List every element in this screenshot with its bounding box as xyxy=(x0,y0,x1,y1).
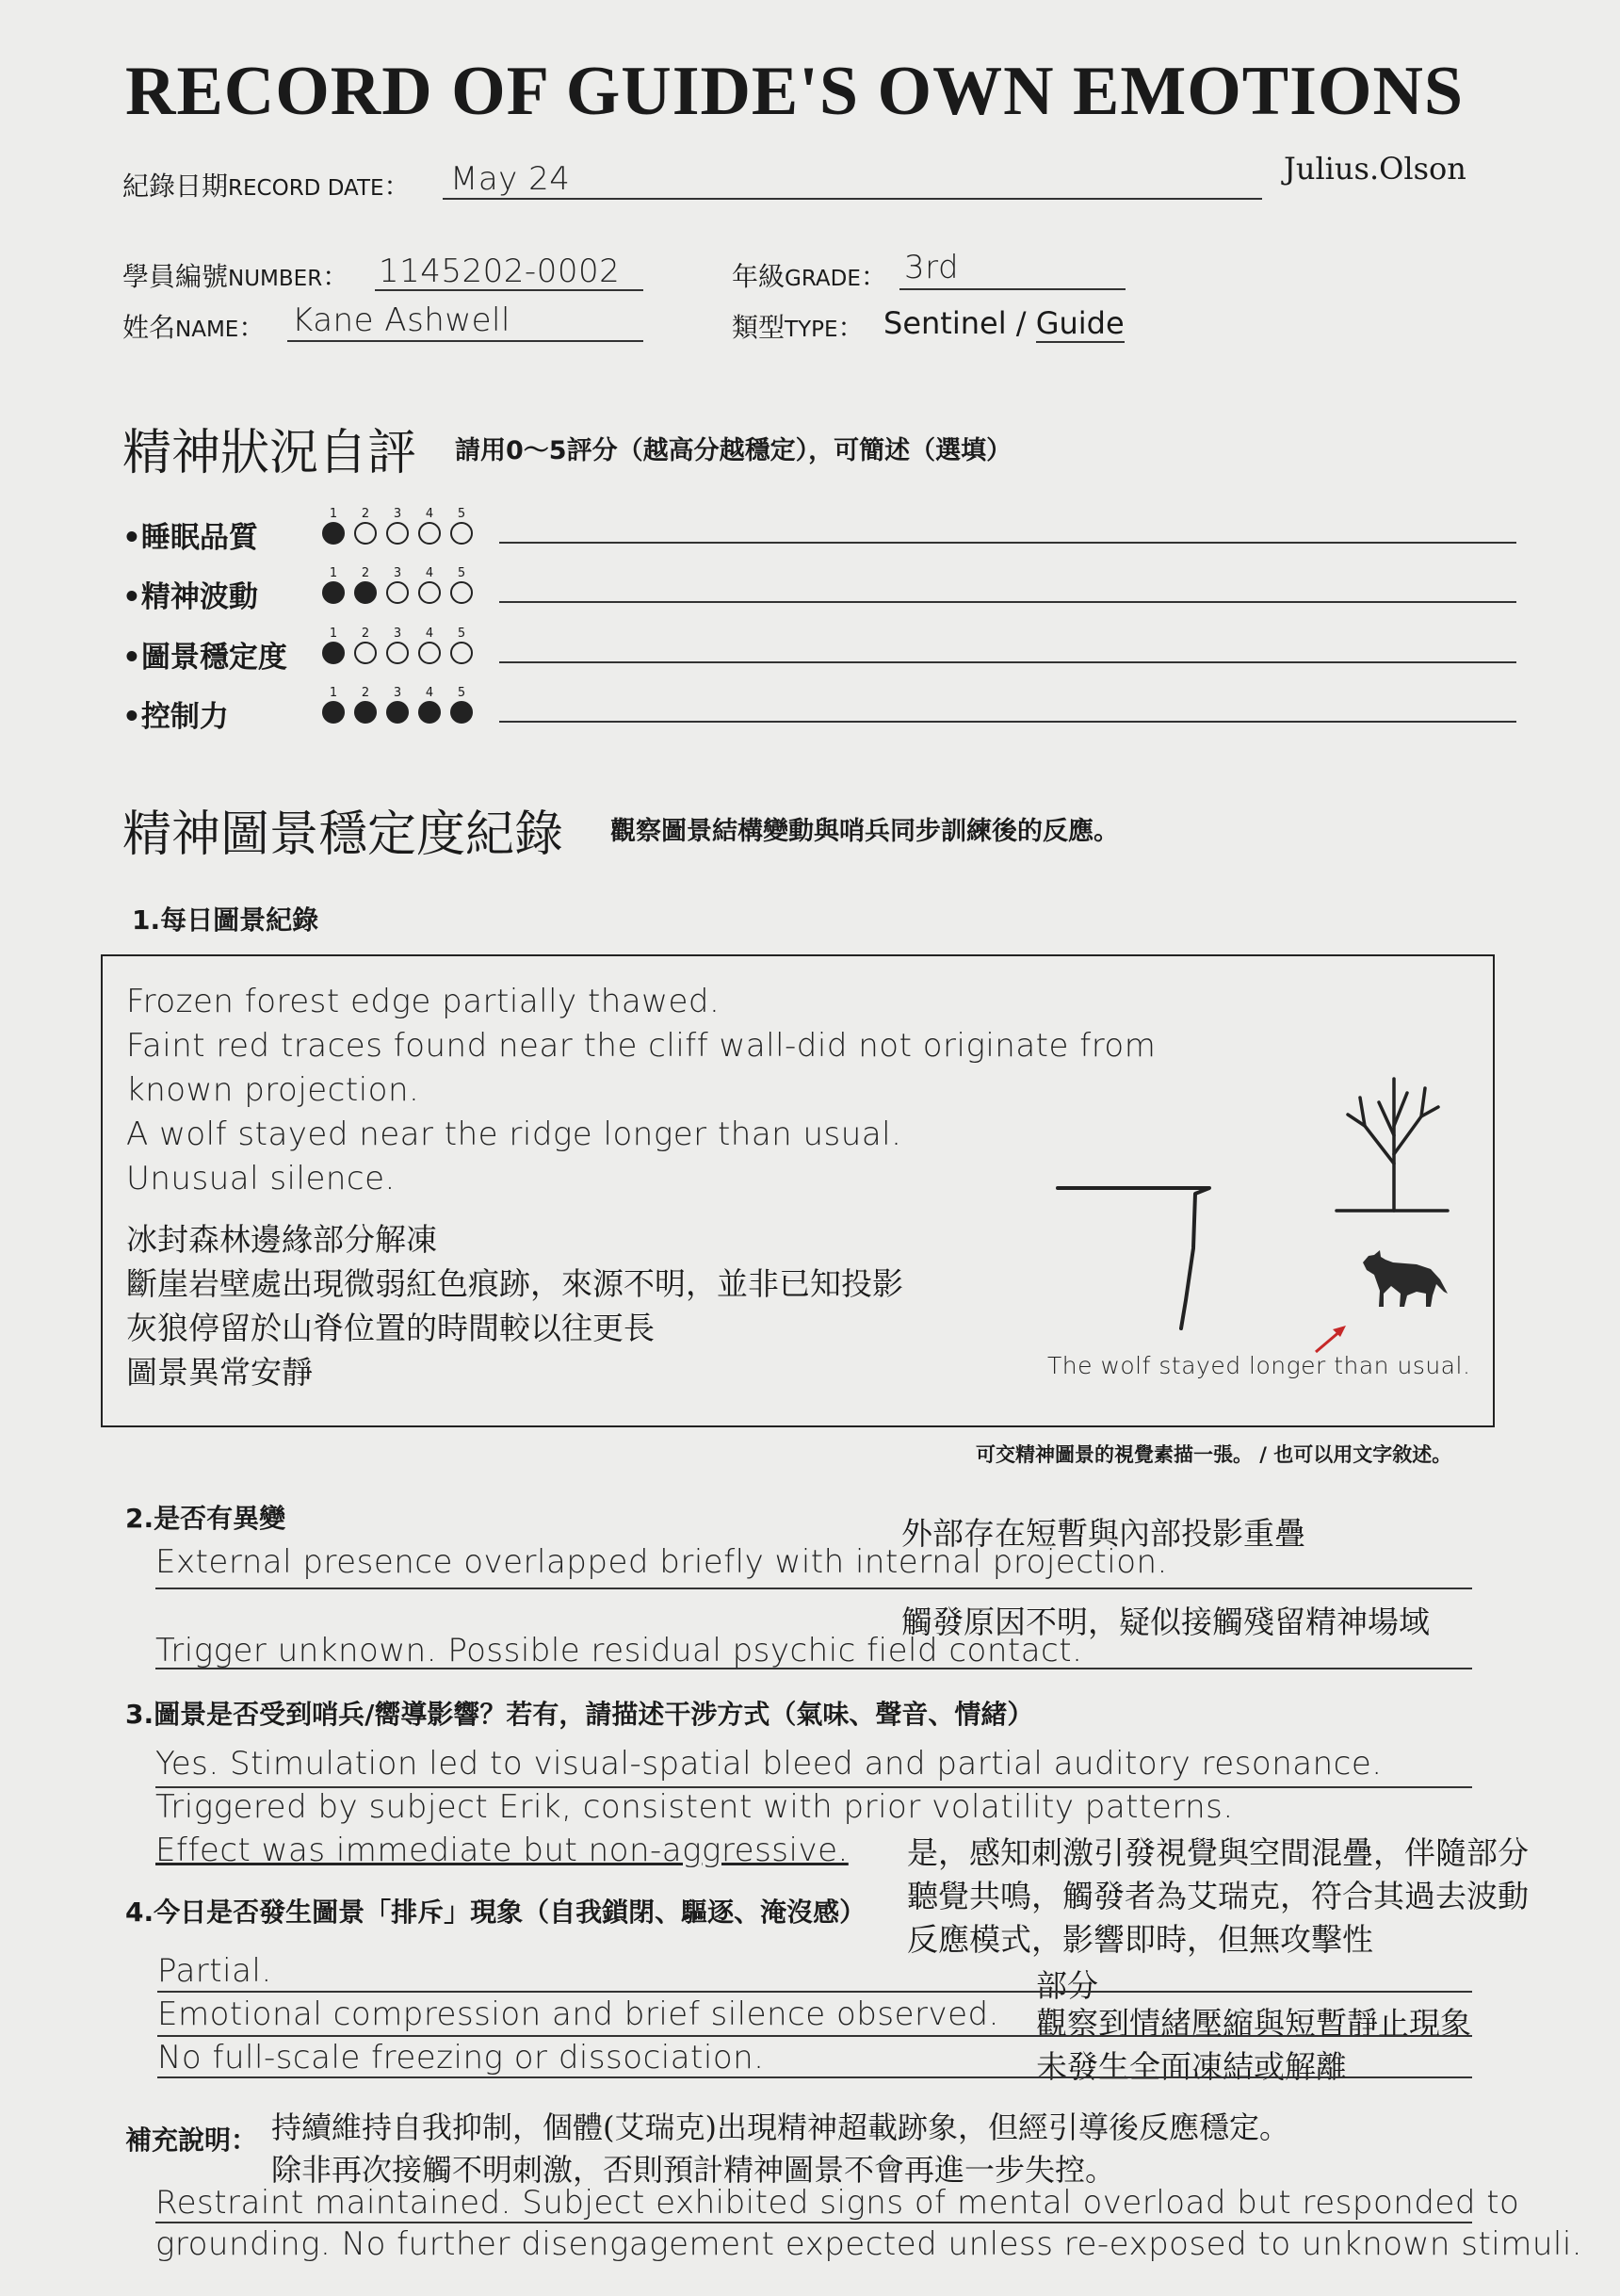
filled-circle xyxy=(322,642,345,664)
q2-label: 2.是否有異變 xyxy=(125,1503,286,1534)
rating-number: 4 xyxy=(425,686,434,700)
rating-option[interactable] xyxy=(352,567,379,604)
empty-circle xyxy=(354,642,377,664)
q2-english-2[interactable]: Trigger unknown. Possible residual psychic field contact. xyxy=(155,1632,1083,1669)
stability-subheading: 觀察圖景結構變動與哨兵同步訓練後的反應。 xyxy=(610,817,1119,846)
supplement-label: 補充說明： xyxy=(125,2125,258,2156)
type-label: 類型TYPE： xyxy=(732,312,865,343)
q4-english-2[interactable]: Emotional compression and brief silence observed. xyxy=(157,1995,999,2033)
filled-circle xyxy=(418,701,441,724)
signature: Julius.Olson xyxy=(1284,151,1466,187)
rating-option[interactable] xyxy=(352,508,379,545)
rating-number: 1 xyxy=(329,566,338,580)
number-value[interactable]: 1145202-0002 xyxy=(379,252,621,290)
cliff-icon xyxy=(1058,1188,1209,1328)
rating-option[interactable] xyxy=(448,508,475,545)
filled-circle xyxy=(450,701,473,724)
rating-number: 4 xyxy=(425,566,434,580)
rating-option[interactable] xyxy=(384,627,411,664)
rating-number: 1 xyxy=(329,627,338,641)
q4-chinese-3: 未發生全面凍結或解離 xyxy=(1036,2048,1347,2085)
q4-chinese-1: 部分 xyxy=(1036,1967,1098,2004)
q2-english-1[interactable]: External presence overlapped briefly with internal projection. xyxy=(155,1543,1168,1581)
rating-dots xyxy=(320,508,490,546)
tree-icon xyxy=(1336,1079,1448,1211)
supplement-english-2[interactable]: grounding. No further disengagement expected unless re-exposed to unknown stimuli. xyxy=(155,2225,1583,2263)
q4-english-3[interactable]: No full-scale freezing or dissociation. xyxy=(157,2039,765,2076)
empty-circle xyxy=(386,642,409,664)
rating-option[interactable] xyxy=(352,627,379,664)
landscape-record-box[interactable] xyxy=(101,954,1495,1427)
empty-circle xyxy=(418,642,441,664)
q4-chinese-2: 觀察到情緒壓縮與短暫靜止現象 xyxy=(1036,2005,1471,2042)
sketch-caption: The wolf stayed longer than usual. xyxy=(1047,1352,1471,1379)
q4-line-2 xyxy=(157,2035,1472,2037)
supplement-line xyxy=(155,2222,1472,2223)
filled-circle xyxy=(354,701,377,724)
record-date-line xyxy=(443,198,1262,200)
rating-option[interactable] xyxy=(320,508,347,545)
rating-option[interactable] xyxy=(352,687,379,724)
rating-option[interactable] xyxy=(320,687,347,724)
q3-label: 3.圖景是否受到哨兵/嚮導影響？若有，請描述干涉方式（氣味、聲音、情緒） xyxy=(125,1699,1034,1730)
rating-option[interactable] xyxy=(448,627,475,664)
empty-circle xyxy=(386,581,409,604)
supplement-chinese-text: 持續維持自我抑制，個體(艾瑞克)出現精神超載跡象，但經引導後反應穩定。 除非再次接觸不明刺激，否則預計精神圖景不會再進一步失控。 xyxy=(271,2109,1289,2188)
stability-heading: 精神圖景穩定度紀錄 xyxy=(122,806,564,863)
rating-option[interactable] xyxy=(384,508,411,545)
rating-number: 1 xyxy=(329,686,338,700)
rating-number: 2 xyxy=(361,507,370,521)
supplement-english-1[interactable]: Restraint maintained. Subject exhibited signs of mental overload but responded to xyxy=(155,2184,1520,2222)
q4-line-1 xyxy=(157,1991,1472,1993)
rating-number: 4 xyxy=(425,627,434,641)
record-date-label: 紀錄日期RECORD DATE： xyxy=(122,171,411,202)
filled-circle xyxy=(354,581,377,604)
grade-value[interactable]: 3rd xyxy=(904,249,960,286)
rating-label: •睡眠品質 xyxy=(122,521,258,555)
name-line xyxy=(287,340,643,342)
filled-circle xyxy=(322,701,345,724)
empty-circle xyxy=(418,522,441,545)
rating-number: 3 xyxy=(393,507,402,521)
q4-line-3 xyxy=(157,2076,1472,2078)
empty-circle xyxy=(354,522,377,545)
rating-number: 4 xyxy=(425,507,434,521)
rating-option[interactable] xyxy=(416,508,443,545)
name-label: 姓名NAME： xyxy=(122,312,266,343)
rating-note-line[interactable] xyxy=(499,661,1516,663)
number-line xyxy=(375,289,643,291)
rating-number: 2 xyxy=(361,686,370,700)
rating-number: 5 xyxy=(457,627,466,641)
rating-number: 3 xyxy=(393,627,402,641)
rating-option[interactable] xyxy=(416,627,443,664)
rating-option[interactable] xyxy=(384,687,411,724)
q3-english-1[interactable]: Yes. Stimulation led to visual-spatial bleed and partial auditory resonance. xyxy=(155,1745,1383,1783)
form-title: RECORD OF GUIDE'S OWN EMOTIONS xyxy=(125,53,1465,130)
q4-english-1[interactable]: Partial. xyxy=(157,1952,272,1990)
empty-circle xyxy=(450,581,473,604)
empty-circle xyxy=(450,642,473,664)
rating-number: 5 xyxy=(457,507,466,521)
sketch-note: 可交精神圖景的視覺素描一張。 / 也可以用文字敘述。 xyxy=(976,1443,1452,1466)
q2-chinese-2: 觸發原因不明，疑似接觸殘留精神場域 xyxy=(901,1604,1430,1640)
rating-option[interactable] xyxy=(384,567,411,604)
rating-number: 1 xyxy=(329,507,338,521)
rating-option[interactable] xyxy=(448,567,475,604)
self-eval-instruction: 請用0～5評分（越高分越穩定），可簡述（選填） xyxy=(455,436,1012,465)
self-eval-heading: 精神狀況自評 xyxy=(122,425,417,481)
q1-english-text: Frozen forest edge partially thawed. Faint red traces found near the cliff wall-did not originate from known projection. A wolf stayed near the ridge longer than usual. Unusual silence. xyxy=(126,983,1157,1197)
name-value[interactable]: Kane Ashwell xyxy=(292,301,510,339)
rating-number: 2 xyxy=(361,566,370,580)
filled-circle xyxy=(322,581,345,604)
rating-dots xyxy=(320,567,490,605)
rating-option[interactable] xyxy=(416,687,443,724)
grade-label: 年級GRADE： xyxy=(732,261,887,292)
empty-circle xyxy=(418,581,441,604)
filled-circle xyxy=(322,522,345,545)
q2-chinese-1: 外部存在短暫與內部投影重疊 xyxy=(901,1515,1305,1552)
q4-label: 4.今日是否發生圖景「排斥」現象（自我鎖閉、驅逐、淹沒感） xyxy=(125,1897,867,1928)
pointer-arrow-icon xyxy=(1316,1326,1346,1352)
rating-number: 2 xyxy=(361,627,370,641)
number-label: 學員編號NUMBER： xyxy=(122,261,349,292)
type-options: Sentinel / Guide xyxy=(883,305,1125,341)
q2-line-1 xyxy=(155,1588,1472,1589)
q1-label: 1.每日圖景紀錄 xyxy=(132,904,319,936)
rating-option[interactable] xyxy=(320,627,347,664)
rating-number: 5 xyxy=(457,566,466,580)
rating-number: 3 xyxy=(393,566,402,580)
empty-circle xyxy=(450,522,473,545)
rating-dots xyxy=(320,627,490,665)
record-date-value[interactable]: May 24 xyxy=(450,160,571,198)
rating-number: 5 xyxy=(457,686,466,700)
grade-line xyxy=(899,288,1126,290)
rating-label: •控制力 xyxy=(122,700,229,734)
q3-chinese-text: 是，感知刺激引發視覺與空間混疊，伴隨部分 聽覺共鳴，觸發者為艾瑞克，符合其過去波動 反應模式，影響即時，但無攻擊性 xyxy=(907,1834,1529,1958)
rating-note-line[interactable] xyxy=(499,721,1516,723)
type-sentinel[interactable]: Sentinel xyxy=(883,305,1007,341)
q1-chinese-text: 冰封森林邊緣部分解凍 斷崖岩壁處出現微弱紅色痕跡，來源不明，並非已知投影 灰狼停留於山脊位置的時間較以往更長 圖景異常安靜 xyxy=(126,1221,903,1391)
rating-label: •圖景穩定度 xyxy=(122,641,287,675)
rating-number: 3 xyxy=(393,686,402,700)
rating-option[interactable] xyxy=(448,687,475,724)
q3-english-3[interactable]: Effect was immediate but non-aggressive. xyxy=(155,1832,849,1869)
rating-dots xyxy=(320,687,490,725)
empty-circle xyxy=(386,522,409,545)
rating-option[interactable] xyxy=(320,567,347,604)
filled-circle xyxy=(386,701,409,724)
rating-note-line[interactable] xyxy=(499,542,1516,544)
type-guide[interactable]: Guide xyxy=(1035,305,1125,341)
q2-line-2 xyxy=(155,1668,1472,1669)
rating-label: •精神波動 xyxy=(122,580,258,614)
rating-option[interactable] xyxy=(416,567,443,604)
wolf-icon xyxy=(1363,1250,1448,1307)
rating-note-line[interactable] xyxy=(499,601,1516,603)
q3-english-2[interactable]: Triggered by subject Erik, consistent with prior volatility patterns. xyxy=(155,1788,1234,1826)
